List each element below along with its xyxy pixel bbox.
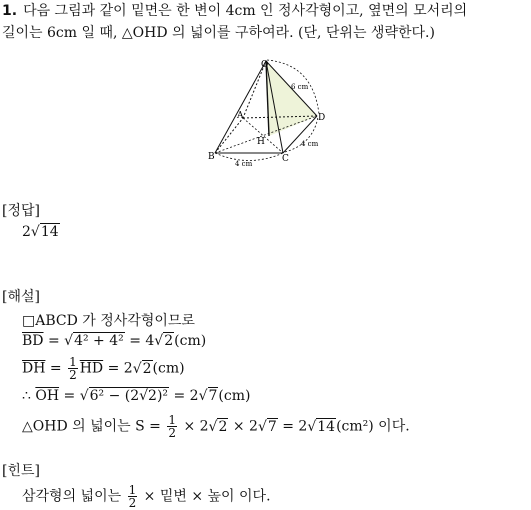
problem-number: 1. xyxy=(2,3,18,19)
label-4cm-side: 4 cm xyxy=(301,140,319,148)
label-6cm: 6 cm xyxy=(291,83,309,91)
pyramid-figure xyxy=(205,56,335,171)
explanation-line-2: $\overline{BD} = √4^2 + 4^2 = 4√2(cm)$ xyxy=(22,333,207,349)
label-b: B xyxy=(208,152,215,162)
label-d: D xyxy=(318,113,326,123)
explanation-line-4: ∴ $\overline{OH} = √6^2 - (2√2)^2 = 2√7(cm)$ xyxy=(22,388,251,404)
problem-text-1: 다음 그림과 같이 밑면은 한 변이 4cm 인 정사각형이고, 옆면의 모서리의 xyxy=(23,3,468,19)
problem-line-1 xyxy=(2,2,467,20)
explanation-heading: [해설] xyxy=(2,289,40,305)
explanation-line-3: $\overline{DH}$ = $\frac{1}{2}$ $\overline{HD} = 2√2(cm)$ xyxy=(22,355,185,382)
hint-line: 삼각형의 넓이는 $\frac{1}{2}$ × 밑변 × 높이 이다. xyxy=(22,483,271,510)
label-o: O xyxy=(261,60,269,70)
label-4cm-base: 4 cm xyxy=(235,160,253,168)
answer-value: 2√14 xyxy=(22,224,59,240)
explanation-line-5: △OHD 의 넓이는 S = $\frac{1}{2}$ × 2√2 × 2√7 = 2√14(cm²) 이다. xyxy=(22,413,410,440)
label-a: A xyxy=(237,111,244,121)
edge-ba xyxy=(215,118,243,153)
label-h: H xyxy=(257,137,265,147)
answer-heading: [정답] xyxy=(2,203,40,219)
problem-line-2: 길이는 6cm 일 때, △OHD 의 넓이를 구하여라. (단, 단위는 생략한다.) xyxy=(2,25,435,41)
explanation-line-1: □ABCD 가 정사각형이므로 xyxy=(22,313,195,329)
hint-heading: [힌트] xyxy=(2,463,40,479)
label-c: C xyxy=(282,154,289,164)
